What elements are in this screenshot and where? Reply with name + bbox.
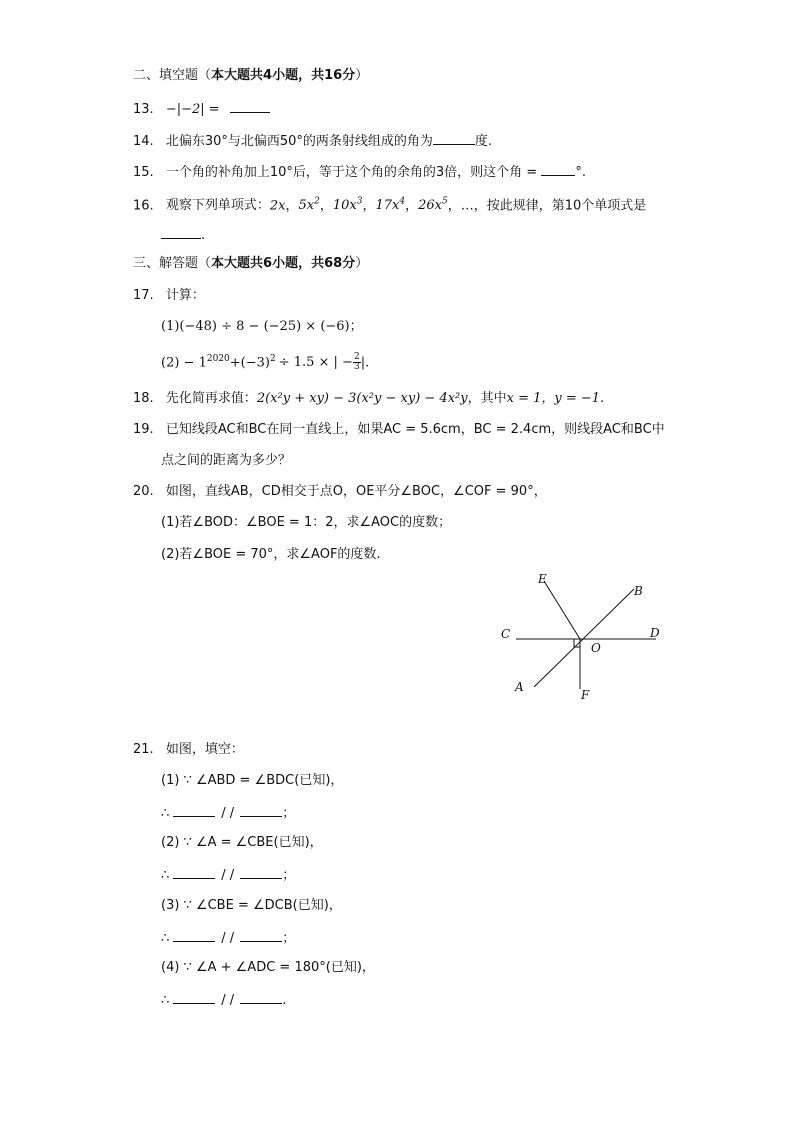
section3-heading [133,254,368,274]
section2-title: 二、填空题（ [133,68,212,83]
q21-item1-condition: (1) ∵ ∠ABD = ∠BDC(已知)， [161,773,344,788]
q18-end: . [600,391,605,406]
q13-expression: −|−2| = [165,102,220,117]
q14-text: 北偏东30°与北偏西50°的两条射线组成的角为 [165,134,433,149]
q20-part2: (2)若∠BOE = 70°，求∠AOF的度数. [161,547,381,562]
q21-item2-condition: (2) ∵ ∠A = ∠CBE(已知)， [161,835,323,850]
q21-item3-blank1[interactable] [173,927,215,942]
q16-post: ，…，按此规律，第10个单项式是 [447,198,647,214]
q21-item4-conclusion [161,989,286,1011]
ray-OE [544,581,580,639]
section2-count: 4 [263,68,273,83]
q16-term-3: $10x^3$ [332,197,363,214]
section2-score: 16 [324,68,343,83]
q14-number: 14. [133,134,154,149]
q21-item2-parallel: / / [221,868,235,883]
q21-item4-parallel: / / [221,993,235,1008]
q20-number: 20. [133,484,154,499]
q15-number: 15. [133,165,154,180]
q19-line1: 已知线段AC和BC在同一直线上，如果AC = 5.6cm，BC = 2.4cm，则线段AC和BC中 [165,422,665,437]
q21-item1-end: ； [282,806,296,821]
q17-text: 计算： [165,288,205,303]
q16-term-5: $26x^5$ [418,197,448,214]
q17-p2a: (2) − 1 [161,355,207,371]
q21-item3-parallel: / / [221,931,235,946]
q16-term-1: 2x [269,198,286,214]
q14-post: 度. [474,134,493,149]
q21-item4-end: . [282,993,287,1008]
label-D: D [650,626,660,640]
q20-part1: (1)若∠BOD：∠BOE = 1：2，求∠AOC的度数； [161,515,452,530]
q14-blank[interactable] [433,130,475,145]
q13-number: 13. [133,102,154,117]
section3-title: 三、解答题（ [133,256,212,271]
q18-condition: x = 1，y = −1 [506,391,601,406]
q17-part1: (1)(−48) ÷ 8 − (−25) × (−6)； [161,319,363,334]
q21-item2-conclusion [161,864,295,886]
q16-blank[interactable] [161,224,201,239]
q17-p2-exp2: 2 [269,354,276,364]
section3-title-bold: 本大题共 [211,256,264,271]
q17-frac-den: 3 [353,362,360,373]
q21-item2-therefore: ∴ [161,868,170,883]
label-E: E [538,572,547,586]
q21-text: 如图，填空： [165,742,244,757]
q17-frac-num: 2 [353,352,360,363]
section3-title-bold3: 分 [342,256,356,271]
section2-heading [133,66,368,86]
q15-blank[interactable] [541,161,575,176]
q21-item2-end: ； [282,868,296,883]
q13-blank[interactable] [230,98,270,113]
q16-number: 16. [133,198,154,214]
section3-title-bold2: 小题，共 [272,256,325,271]
q17-part2 [161,349,369,373]
q21-item4-condition: (4) ∵ ∠A + ∠ADC = 180°(已知)， [161,960,375,975]
section2-title-bold2: 小题，共 [272,68,325,83]
q18-number: 18. [133,391,154,406]
q21-item1-therefore: ∴ [161,806,170,821]
label-F: F [581,688,590,702]
q18-expression: 2(x²y + xy) − 3(x²y − xy) − 4x²y [256,391,468,406]
q21-item1-blank2[interactable] [240,802,282,817]
q16-text: 观察下列单项式： [165,198,270,214]
q16-answer-line [161,224,205,246]
question-17 [133,286,205,306]
section2-title-bold: 本大题共 [211,68,264,83]
q15-text: 一个角的补角加上10°后，等于这个角的余角的3倍，则这个角 = [165,165,538,180]
q20-text: 如图，直线AB，CD相交于点O，OE平分∠BOC，∠COF = 90°， [165,484,547,499]
question-19 [133,420,665,440]
q21-item4-blank1[interactable] [173,989,215,1004]
label-C: C [501,627,511,641]
section2-close: ） [355,68,369,83]
question-16: 16. 观察下列单项式：2x，$5x^2$，$10x^3$，$17x^4$，$26x^5$，…，按此规律，第10个单项式是 [133,197,647,214]
q17-p2d: |. [360,355,370,371]
q21-item3-end: ； [282,931,296,946]
q17-number: 17. [133,288,154,303]
q16-end: . [201,228,206,243]
q16-term-2: $5x^2$ [298,197,320,214]
q15-post: °. [575,165,586,180]
q21-number: 21. [133,742,154,757]
question-21 [133,740,244,760]
section3-close: ） [355,256,369,271]
question-14 [133,130,492,152]
question-15 [133,161,586,183]
q21-item1-conclusion [161,802,295,824]
q18-text: 先化简再求值： [165,391,257,406]
q17-p2b: +(−3) [229,355,270,371]
section2-title-bold3: 分 [342,68,356,83]
section3-count: 6 [263,256,273,271]
q17-fraction [353,353,361,372]
question-20 [133,482,547,502]
q21-item3-therefore: ∴ [161,931,170,946]
q21-item2-blank2[interactable] [240,864,282,879]
q16-term-4: $17x^4$ [375,197,406,214]
q21-item3-conclusion [161,927,295,949]
q18-post: ，其中 [467,391,507,406]
line-AB [534,589,634,687]
question-18 [133,389,604,409]
label-B: B [634,584,643,598]
q21-item4-therefore: ∴ [161,993,170,1008]
q21-item1-parallel: / / [221,806,235,821]
q21-item3-blank2[interactable] [240,927,282,942]
q19-number: 19. [133,422,154,437]
q17-p2c: ÷ 1.5 × | − [278,355,353,371]
q21-item1-blank1[interactable] [173,802,215,817]
question-13 [133,98,270,120]
label-A: A [515,680,524,694]
q17-p2-exp: 2020 [206,354,230,364]
q19-line2: 点之间的距离为多少？ [161,453,292,468]
q21-item3-condition: (3) ∵ ∠CBE = ∠DCB(已知)， [161,898,342,913]
label-O: O [591,641,601,655]
geometry-figure [490,565,670,705]
q21-item4-blank2[interactable] [240,989,282,1004]
q21-item2-blank1[interactable] [173,864,215,879]
section3-score: 68 [324,256,343,271]
